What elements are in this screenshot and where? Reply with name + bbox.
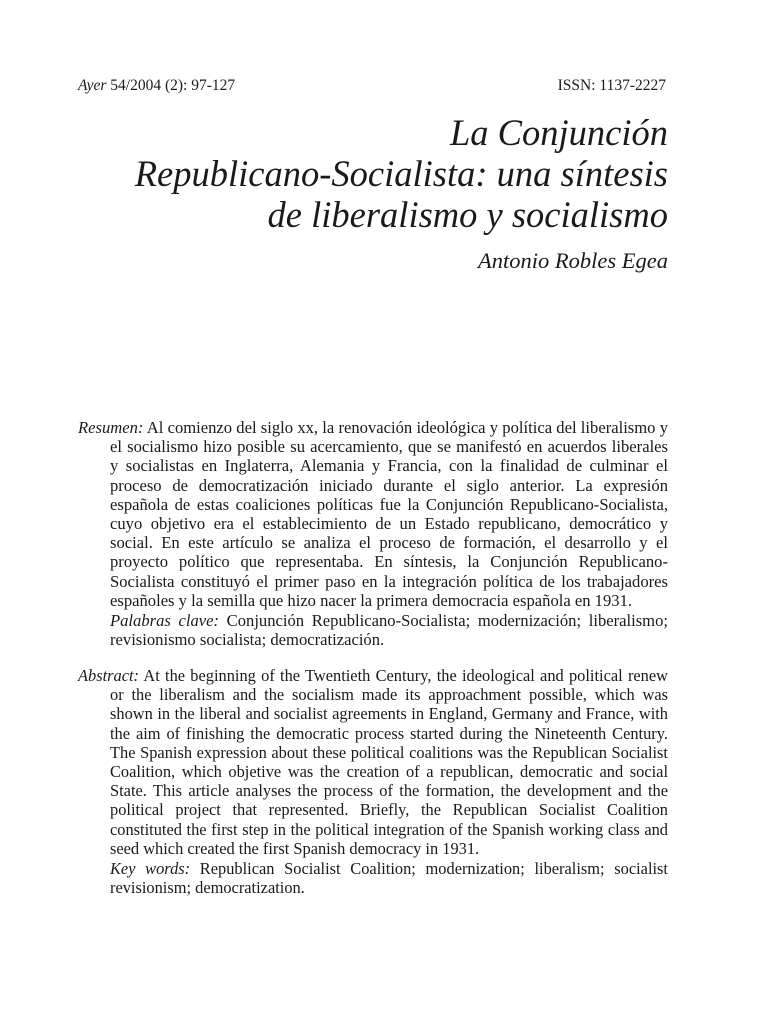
journal-name: Ayer: [78, 77, 107, 94]
journal-issue: 54/2004 (2): 97-127: [106, 77, 236, 94]
resumen-paragraph: [78, 418, 668, 610]
issn: ISSN: 1137-2227: [557, 77, 666, 94]
resumen-section: [78, 418, 668, 649]
palabras-clave-text: Conjunción Republicano-Socialista; modernización; liberalismo; revisionismo socialista; democratización.: [110, 611, 668, 650]
abstract-text: At the beginning of the Twentieth Century, the ideological and political renew or the liberalism and the socialism made its approachment possible, which was shown in the liberal and socialist agreements in England, Germany and France, with the aim of finishing the democratic process started during the Nineteenth Century. The Spanish expression about these political coalitions was the Republican Socialist Coalition, which objetive was the creation of a republican, democratic and social State. This article analyses the process of the formation, the development and the political project that represented. Briefly, the Republican Socialist Coalition constituted the first step in the political integration of the Spanish working class and seed which created the first Spanish democracy in 1931.: [110, 666, 668, 858]
running-header: [78, 77, 666, 99]
key-words-label: Key words:: [110, 859, 191, 879]
key-words-paragraph: [78, 859, 668, 897]
abstract-section: [78, 666, 668, 897]
resumen-text: Al comienzo del siglo xx, la renovación ideológica y política del liberalismo y el socialismo hizo posible su acercamiento, que se manifestó en acuerdos liberales y socialistas en Inglaterra, Alemania y Francia, con la finalidad de culminar el proceso de democratización iniciado durante el siglo anterior. La expresión española de estas coaliciones políticas fue la Conjunción Republicano-Socialista, cuyo objetivo era el establecimiento de un Estado republicano, democrático y social. En este artículo se analiza el proceso de formación, el desarrollo y el proyecto político que representaba. En síntesis, la Conjunción Republicano-Socialista constituyó el primer paso en la integración política de los trabajadores españoles y la semilla que hizo nacer la primera democracia española en 1931.: [110, 418, 668, 610]
title-line-3: de liberalismo y socialismo: [267, 194, 668, 235]
resumen-label: Resumen:: [78, 418, 144, 437]
palabras-clave-paragraph: [78, 611, 668, 649]
title-line-1: La Conjunción: [449, 112, 668, 153]
palabras-clave-label: Palabras clave:: [110, 611, 220, 631]
key-words-text: Republican Socialist Coalition; modernization; liberalism; socialist revisionism; democratization.: [110, 859, 668, 898]
journal-citation: [78, 77, 235, 95]
article-author: Antonio Robles Egea: [478, 248, 668, 273]
article-title: [48, 112, 668, 235]
title-line-2: Republicano-Socialista: una síntesis: [134, 153, 668, 194]
abstract-paragraph: [78, 666, 668, 858]
abstract-label: Abstract:: [78, 666, 140, 685]
